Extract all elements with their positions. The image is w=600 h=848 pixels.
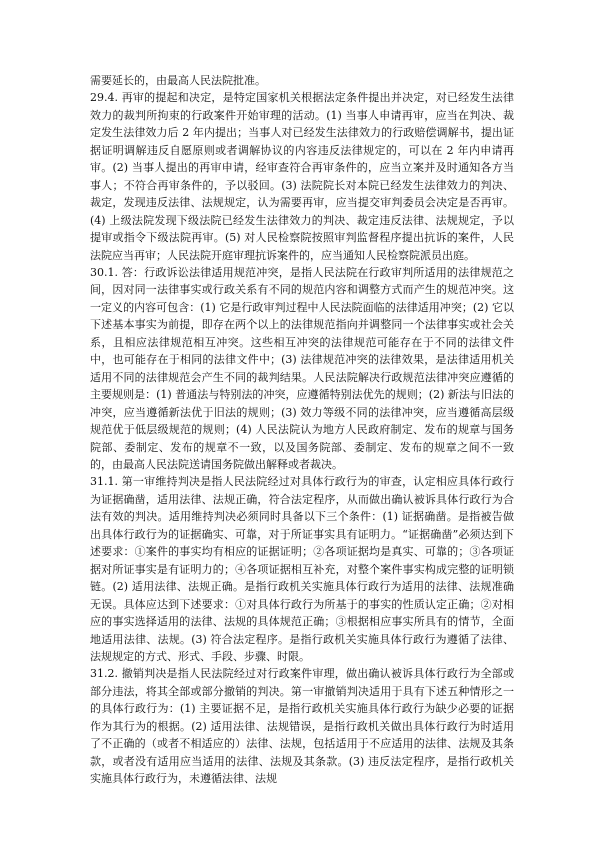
paragraph-continuation: 需要延长的，由最高人民法院批准。	[90, 74, 266, 87]
paragraph-31-2: 31.2. 撤销判决是指人民法院经过对行政案件审理，做出确认被诉具体行政行为全部或部分违法，将其全部或部分撤销的判决。第一审撤销判决适用于具有下述五种情形之一的具体行政行为：(1) 主要证据不足，是指行政机关实施具体行政行为缺少必要的证据作为其行为的根据。(2) 适用法律、法规错误，是指行政机关做出具体行政行为时适用了不正确的（或者不相适应的）法律、法规，包括适用于不应适用的法律、法规及其条款，或者没有适用应当适用的法律、法规及其条款。(3) 违反法定程序，是指行政机关实施具体行政行为，未遵循法律、法规	[90, 667, 514, 786]
document-page	[90, 72, 514, 788]
paragraph-31-1: 31.1. 第一审维持判决是指人民法院经过对具体行政行为的审查，认定相应具体行政行为证据确凿，适用法律、法规正确，符合法定程序，从而做出确认被诉具体行政行为合法有效的判决。适用维持判决必须同时具备以下三个条件：(1) 证据确凿。是指被告做出具体行政行为的证据确实、可靠，对于所证事实具有证明力。“证据确凿”必须达到下述要求：①案件的事实均有相应的证据证明；②各项证据均是真实、可靠的；③各项证据对所证事实是有证明力的；④各项证据相互补充，对整个案件事实构成完整的证明锁链。(2) 适用法律、法规正确。是指行政机关实施具体行政行为适用的法律、法规准确无误。具体应达到下述要求：①对具体行政行为所基于的事实的性质认定正确；②对相应的事实选择适用的法律、法规的具体规范正确；③根据相应事实所具有的情节，全面地适用法律、法规。(3) 符合法定程序。是指行政机关实施具体行政行为遵循了法律、法规规定的方式、形式、手段、步骤、时限。	[90, 475, 514, 663]
paragraph-29-4: 29.4. 再审的提起和决定，是特定国家机关根据法定条件提出并决定，对已经发生法律效力的裁判所拘束的行政案件开始审理的活动。(1) 当事人申请再审，应当在判决、裁定发生法律效力后 2 年内提出；当事人对已经发生法律效力的行政赔偿调解书，提出证据证明调解违反自愿原则或者调解协议的内容违反法律规定的，可以在 2 年内申请再审。(2) 当事人提出的再审申请，经审查符合再审条件的，应当立案并及时通知各方当事人；不符合再审条件的，予以驳回。(3) 法院院长对本院已经发生法律效力的判决、裁定，发现违反法律、法规规定，认为需要再审，应当提交审判委员会决定是否再审。(4) 上级法院发现下级法院已经发生法律效力的判决、裁定违反法律、法规规定，予以提审或指令下级法院再审。(5) 对人民检察院按照审判监督程序提出抗诉的案件，人民法院应当再审；人民法院开庭审理抗诉案件的，应当通知人民检察院派员出庭。	[90, 91, 514, 262]
paragraph-30-1: 30.1. 答：行政诉讼法律适用规范冲突，是指人民法院在行政审判所适用的法律规范之间，因对同一法律事实或行政关系有不同的规范内容和调整方式而产生的规范冲突。这一定义的内容可包含：(1) 它是行政审判过程中人民法院面临的法律适用冲突；(2) 它以下述基本事实为前提，即存在两个以上的法律规范指向并调整同一个法律事实或社会关系，且相应法律规范相互冲突。这些相互冲突的法律规范可能存在于不同的法律文件中，也可能存在于相同的法律文件中；(3) 法律规范冲突的法律效果，是法律适用机关适用不同的法律规范会产生不同的裁判结果。人民法院解决行政规范法律冲突应遵循的主要规则是：(1) 普通法与特别法的冲突，应遵循特别法优先的规则；(2) 新法与旧法的冲突，应当遵循新法优于旧法的规则；(3) 效力等级不同的法律冲突，应当遵循高层级规范优于低层级规范的规则；(4) 人民法院认为地方人民政府制定、发布的规章与国务院部、委制定、发布的规章不一致，以及国务院部、委制定、发布的规章之间不一致的，由最高人民法院送请国务院做出解释或者裁决。	[90, 265, 514, 471]
